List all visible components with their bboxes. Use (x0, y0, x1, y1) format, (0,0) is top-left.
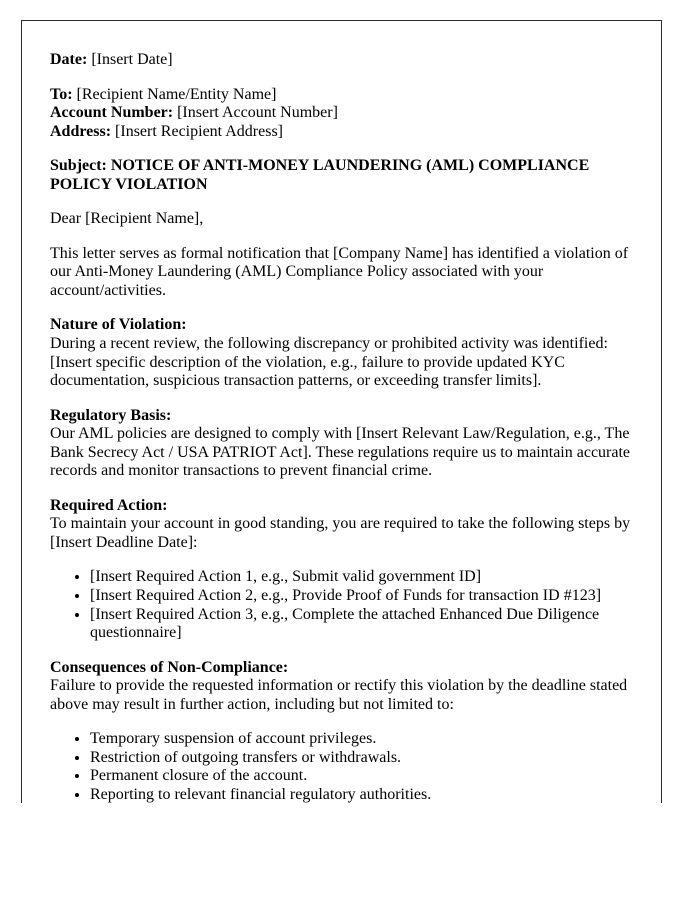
account-number-label: Account Number: (50, 104, 174, 122)
consequences-section (50, 659, 633, 715)
regulatory-basis-section (50, 407, 633, 481)
list-item: • [Insert Required Action 1, e.g., Submit valid government ID] (90, 568, 633, 587)
consequences-list (50, 730, 633, 803)
required-action-section (50, 497, 633, 553)
consequences-body: Failure to provide the requested information or rectify this violation by the deadline stated above may result in further action, including but not limited to: (50, 677, 628, 713)
salutation: Dear [Recipient Name], (50, 210, 204, 228)
required-actions-list (50, 568, 633, 642)
list-item: • Temporary suspension of account privileges. (90, 730, 633, 749)
to-value: [Recipient Name/Entity Name] (76, 85, 277, 103)
date-label: Date: (50, 51, 88, 68)
date-value: [Insert Date] (91, 51, 173, 68)
required-action-heading: Required Action: (50, 496, 168, 514)
consequences-heading: Consequences of Non-Compliance: (50, 658, 289, 676)
list-item: • [Insert Required Action 3, e.g., Complete the attached Enhanced Due Diligence questionnaire] (90, 606, 633, 643)
address-label: Address: (50, 122, 112, 140)
date-line (50, 51, 633, 70)
account-number-value: [Insert Account Number] (177, 104, 338, 122)
address-line (50, 123, 633, 142)
list-item: • [Insert Required Action 2, e.g., Provide Proof of Funds for transaction ID #123] (90, 587, 633, 606)
account-number-line (50, 104, 633, 123)
list-item: • Restriction of outgoing transfers or withdrawals. (90, 749, 633, 768)
intro-paragraph: This letter serves as formal notification that [Company Name] has identified a violation of our Anti-Money Laundering (AML) Compliance Policy associated with your account/activities. (50, 244, 629, 299)
nature-of-violation-section (50, 316, 633, 390)
letter-document (21, 20, 662, 803)
regulatory-basis-body: Our AML policies are designed to comply with [Insert Relevant Law/Regulation, e.g., The Bank Secrecy Act / USA PATRIOT Act]. These regulations require us to maintain accurate records and monitor transactions to prevent financial crime. (50, 425, 631, 480)
required-action-body: To maintain your account in good standing, you are required to take the following steps by [Insert Deadline Date]: (50, 515, 631, 551)
address-value: [Insert Recipient Address] (115, 122, 283, 140)
nature-of-violation-heading: Nature of Violation: (50, 316, 187, 334)
to-line (50, 86, 633, 105)
regulatory-basis-heading: Regulatory Basis: (50, 406, 172, 424)
subject-line: Subject: NOTICE OF ANTI-MONEY LAUNDERING (AML) COMPLIANCE POLICY VIOLATION (50, 157, 590, 193)
list-item: • Permanent closure of the account. (90, 767, 633, 786)
to-label: To: (50, 85, 73, 103)
recipient-block (50, 86, 633, 142)
nature-of-violation-body: During a recent review, the following discrepancy or prohibited activity was identified: [Insert specific description of the violation, e.g., failure to provide updated KYC documentation, suspicious transaction patterns, or exceeding transfer limits]. (50, 335, 608, 390)
list-item: • Reporting to relevant financial regulatory authorities. (90, 786, 633, 803)
